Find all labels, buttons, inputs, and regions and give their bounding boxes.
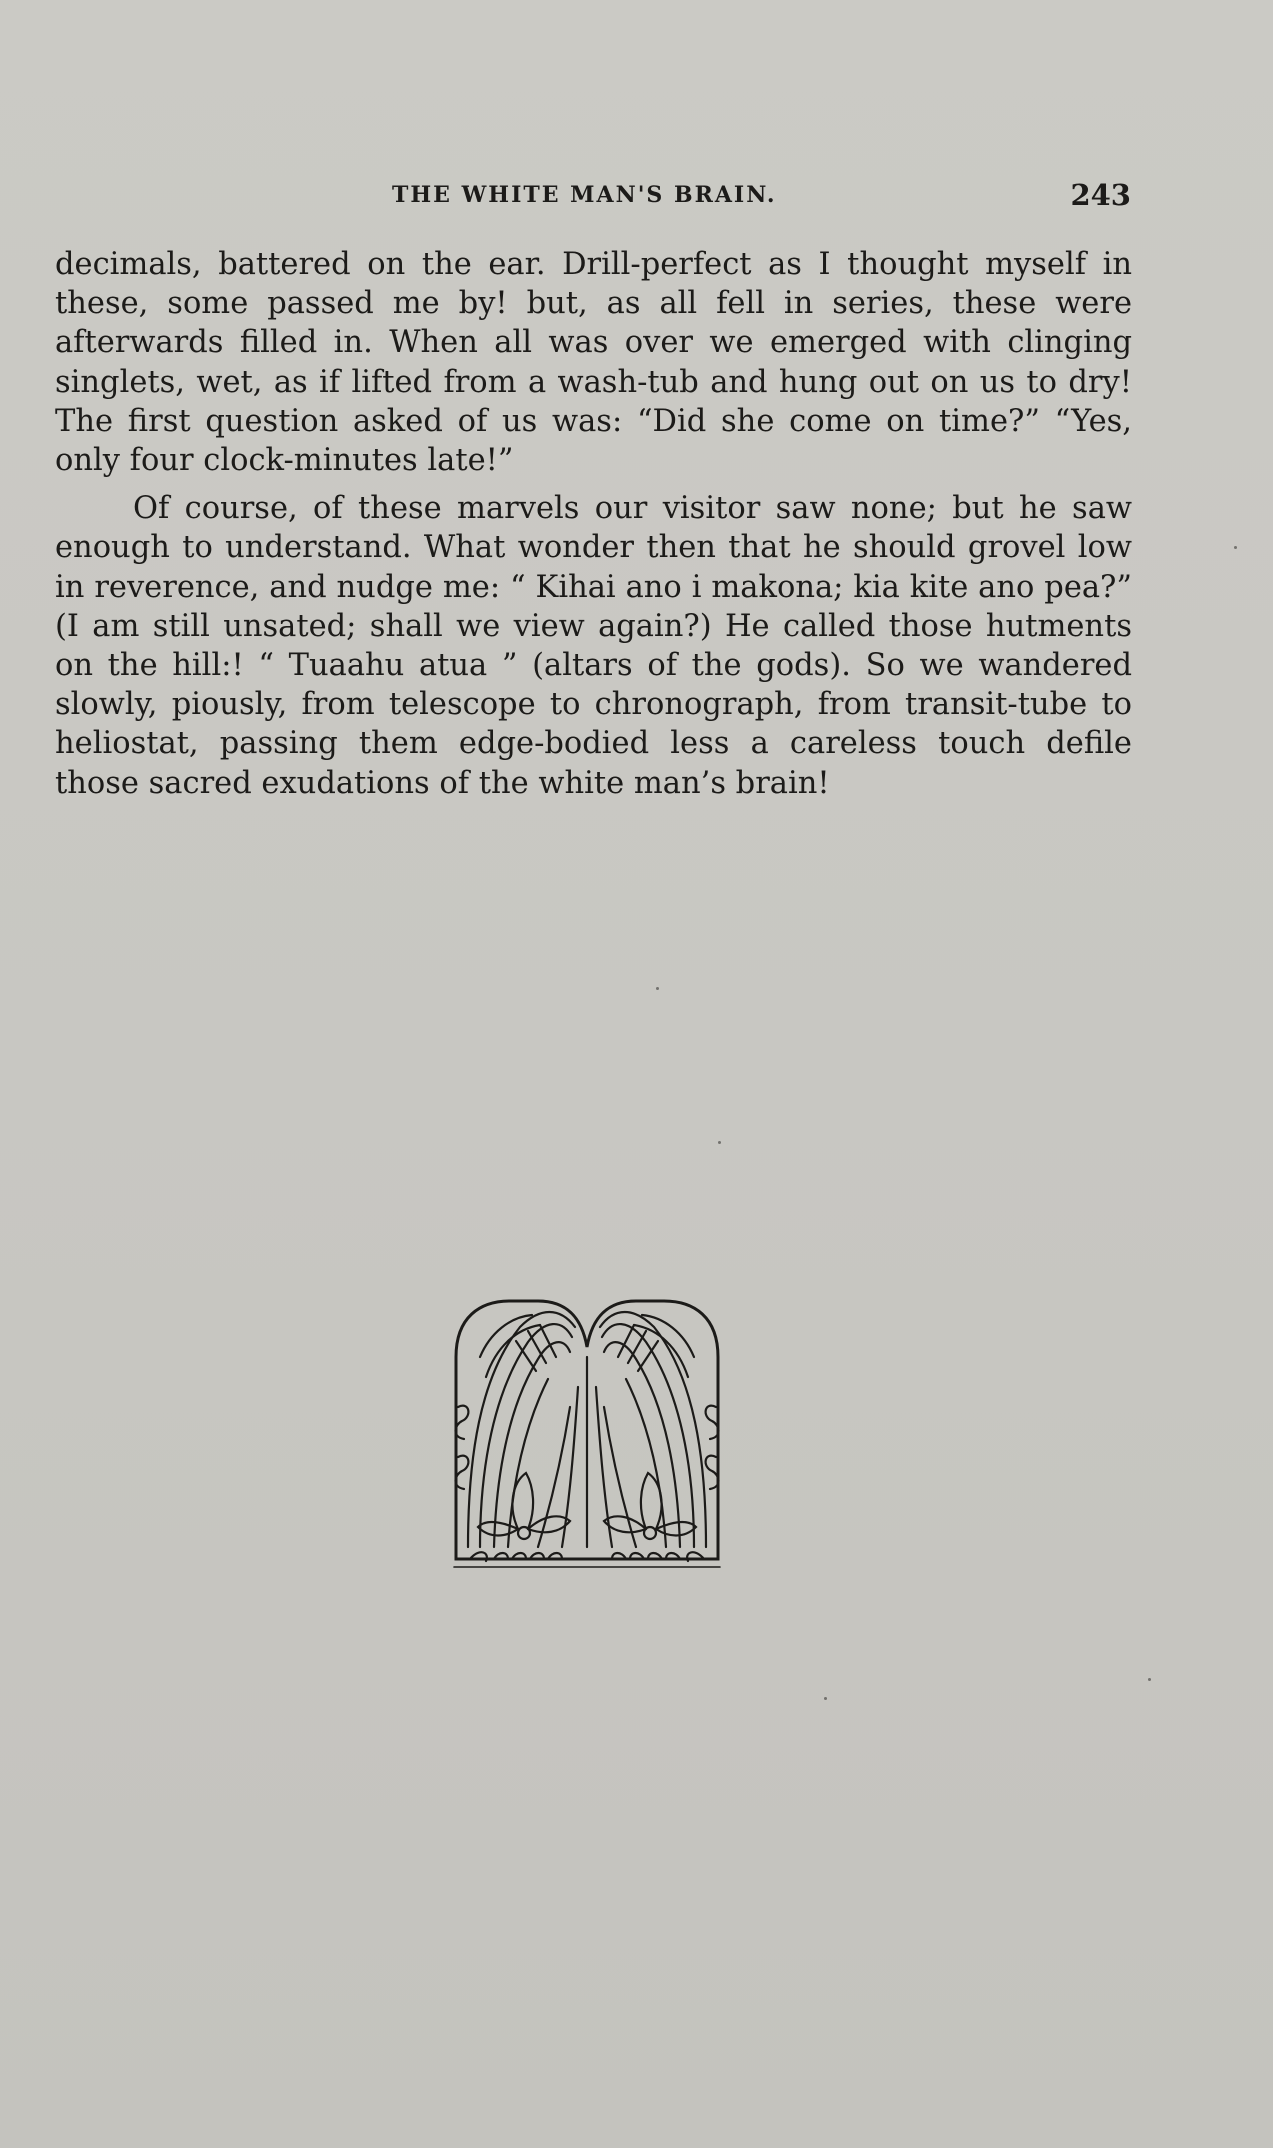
paper-speck [1234, 546, 1237, 549]
paper-speck [656, 987, 659, 990]
page-number: 243 [1070, 178, 1131, 212]
running-title: THE WHITE MAN'S BRAIN. [392, 182, 777, 208]
paper-speck [1148, 1678, 1151, 1681]
paper-speck [824, 1697, 827, 1700]
running-head [0, 178, 1273, 218]
art-nouveau-floral-ornament-icon [450, 1297, 725, 1572]
paper-speck [718, 1141, 721, 1144]
paragraph-visitor: Of course, of these marvels our visitor saw none; but he saw enough to understand. What wonder then that he should grovel low in reverence, and nudge me: “ Kihai ano i makona; kia kite ano pea?” (I am still unsated; shall we view again?) He called those hutments on the hill:! “ Tuaahu atua ” (altars of the gods). So we wandered slowly, piously, from telescope to chronograph, from transit-tube to heliostat, passing them edge-bodied less a careless touch defile those sacred exudations of the white man’s brain! [55, 491, 1132, 801]
paragraph-continuation: decimals, battered on the ear. Drill-perfect as I thought myself in these, some passed me by! but, as all fell in series, these were afterwards filled in. When all was over we emerged with clinging singlets, wet, as if lifted from a wash-tub and hung out on us to dry! The first question asked of us was: “Did she come on time?” “Yes, only four clock-minutes late!” [55, 247, 1132, 479]
body-text [55, 245, 1132, 803]
